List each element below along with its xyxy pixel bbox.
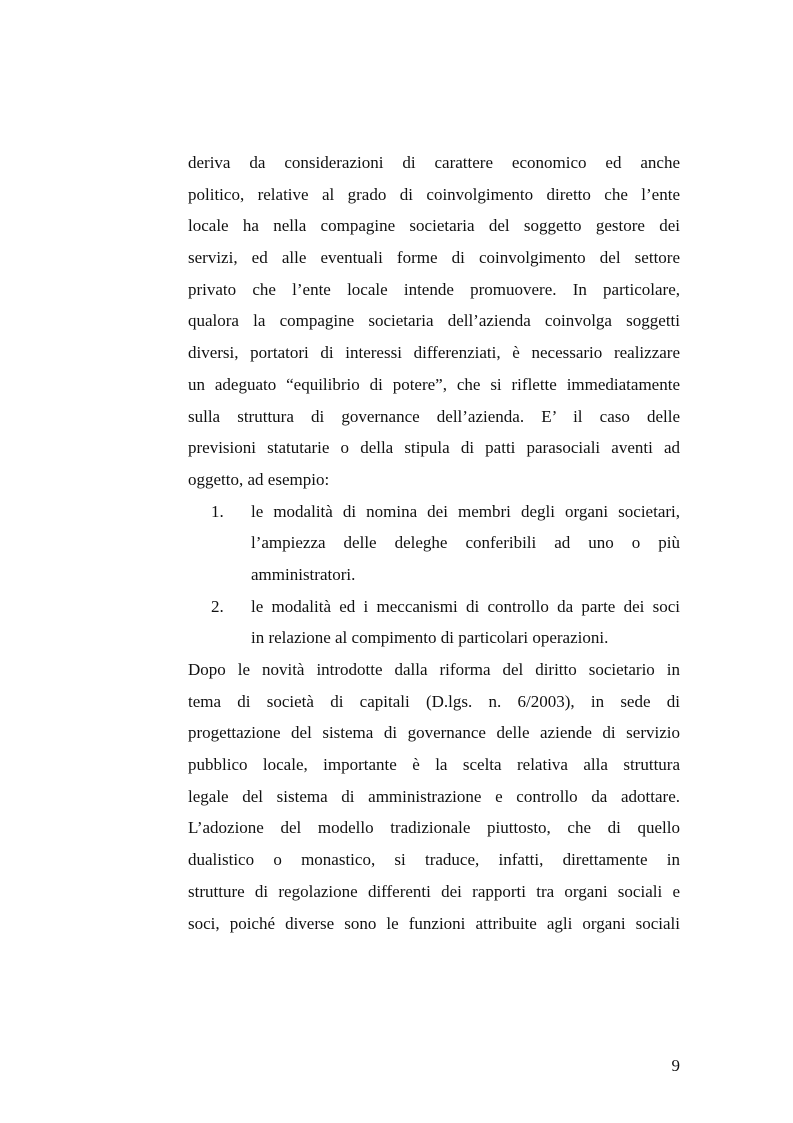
paragraph-2-line-7: dualistico o monastico, si traduce, infatti, direttamente in — [188, 850, 680, 870]
list-item-1-text-1: le modalità di nomina dei membri degli organi societari, — [251, 501, 680, 521]
paragraph-2-line-2: tema di società di capitali (D.lgs. n. 6/2003), in sede di — [188, 691, 680, 711]
paragraph-1-line-9: sulla struttura di governance dell’azienda. E’ il caso delle — [188, 406, 680, 426]
paragraph-2-line-8: strutture di regolazione differenti dei rapporti tra organi sociali e — [188, 881, 680, 901]
list-item — [188, 591, 680, 654]
paragraph-1-line-11: oggetto, ad esempio: — [188, 469, 330, 489]
list-item-2-line-2: in relazione al compimento di particolari operazioni. — [251, 628, 609, 648]
paragraph-2-line-6: L’adozione del modello tradizionale piuttosto, che di quello — [188, 818, 680, 838]
list-item-2-text-1: le modalità ed i meccanismi di controllo da parte dei soci — [251, 596, 680, 616]
paragraph-1-line-2: politico, relative al grado di coinvolgimento diretto che l’ente — [188, 184, 680, 204]
page-number: 9 — [671, 1056, 680, 1075]
paragraph-1 — [188, 147, 680, 496]
list-item-1-line-3: amministratori. — [251, 564, 356, 584]
paragraph-2-line-4: pubblico locale, importante è la scelta relativa alla struttura — [188, 755, 680, 775]
paragraph-1-line-10: previsioni statutarie o della stipula di patti parasociali aventi ad — [188, 438, 680, 458]
list-item-2-number: 2. — [211, 596, 224, 616]
paragraph-2-line-1: Dopo le novità introdotte dalla riforma del diritto societario in — [188, 660, 680, 679]
paragraph-1-line-1: deriva da considerazioni di carattere economico ed anche — [188, 153, 680, 172]
paragraph-2-line-3: progettazione del sistema di governance delle aziende di servizio — [188, 723, 680, 743]
document-body — [188, 147, 680, 939]
list-item-1-line-1 — [188, 496, 680, 528]
list-item-1-number: 1. — [211, 501, 224, 521]
paragraph-1-line-4: servizi, ed alle eventuali forme di coinvolgimento del settore — [188, 248, 680, 268]
list-item — [188, 496, 680, 591]
paragraph-1-line-6: qualora la compagine societaria dell’azienda coinvolga soggetti — [188, 311, 680, 331]
list-item-1-line-2: l’ampiezza delle deleghe conferibili ad uno o più — [251, 533, 680, 553]
paragraph-1-line-5: privato che l’ente locale intende promuovere. In particolare, — [188, 279, 680, 299]
paragraph-1-line-3: locale ha nella compagine societaria del soggetto gestore dei — [188, 216, 680, 236]
paragraph-2 — [188, 654, 680, 939]
list-item-2-line-1 — [188, 591, 680, 623]
paragraph-1-line-7: diversi, portatori di interessi differenziati, è necessario realizzare — [188, 343, 680, 363]
numbered-list — [188, 496, 680, 654]
paragraph-1-line-8: un adeguato “equilibrio di potere”, che si riflette immediatamente — [188, 374, 680, 394]
paragraph-2-line-9: soci, poiché diverse sono le funzioni attribuite agli organi sociali — [188, 913, 680, 933]
paragraph-2-line-5: legale del sistema di amministrazione e controllo da adottare. — [188, 786, 680, 806]
